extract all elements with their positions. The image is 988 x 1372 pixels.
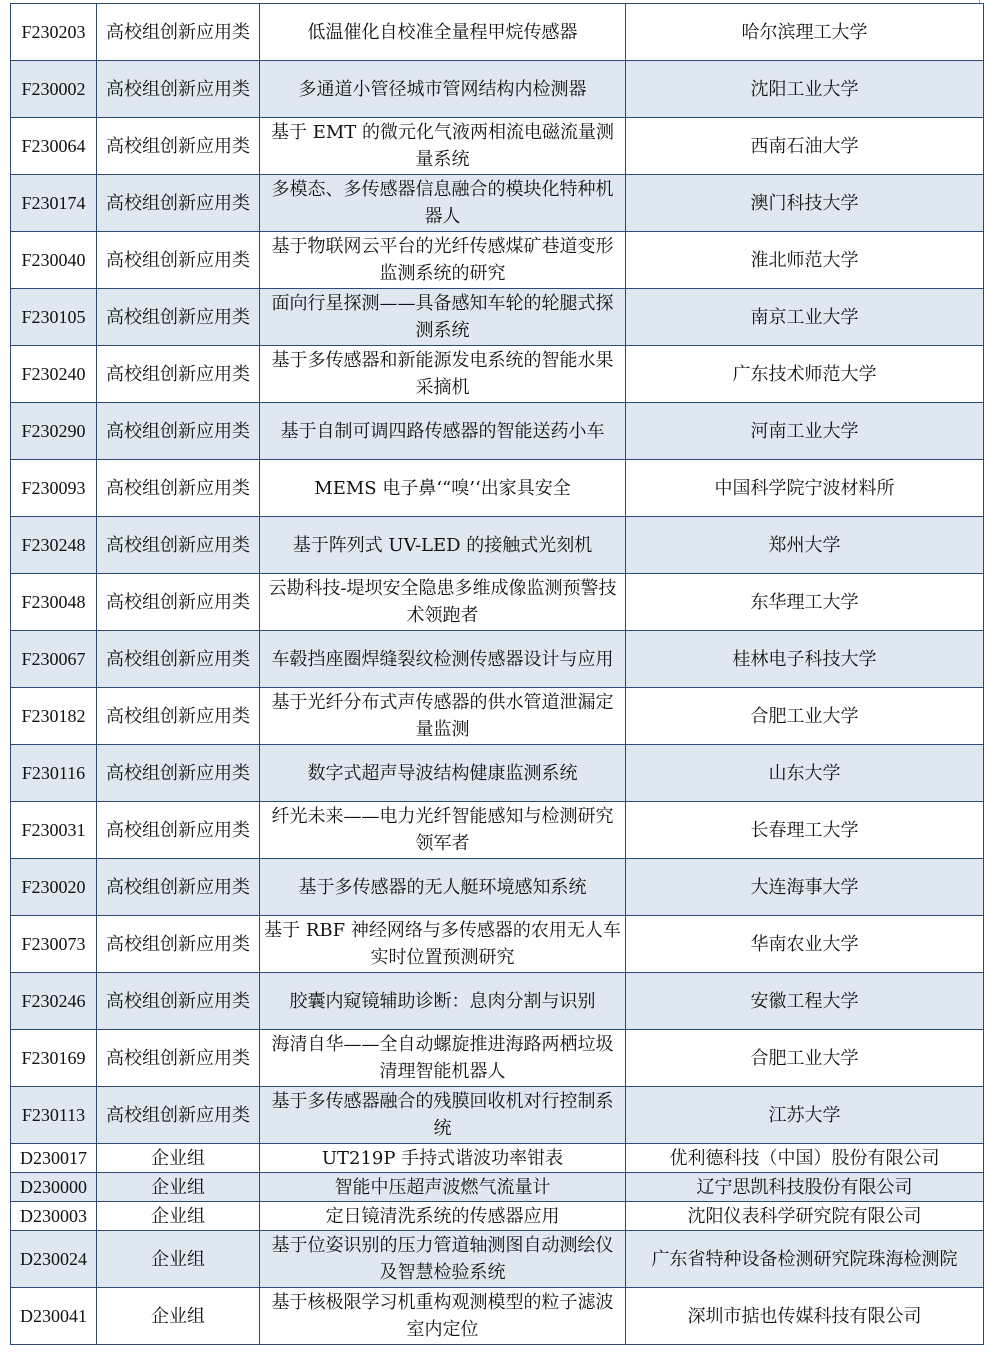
- group-cell: 企业组: [97, 1288, 260, 1345]
- project-id-cell: F230067: [11, 631, 97, 688]
- table-row: [11, 61, 984, 118]
- table-row: [11, 232, 984, 289]
- organization-cell: 大连海事大学: [626, 859, 984, 916]
- organization-cell: 郑州大学: [626, 517, 984, 574]
- organization-cell: 哈尔滨理工大学: [626, 4, 984, 61]
- project-id-cell: F230116: [11, 745, 97, 802]
- organization-cell: 桂林电子科技大学: [626, 631, 984, 688]
- group-cell: 高校组创新应用类: [97, 1087, 260, 1144]
- organization-cell: 合肥工业大学: [626, 688, 984, 745]
- group-cell: 高校组创新应用类: [97, 745, 260, 802]
- project-id-cell: D230003: [11, 1202, 97, 1231]
- table-row: [11, 1202, 984, 1231]
- project-id-cell: F230105: [11, 289, 97, 346]
- project-id-cell: F230040: [11, 232, 97, 289]
- table-row: [11, 973, 984, 1030]
- project-title-cell: 基于物联网云平台的光纤传感煤矿巷道变形监测系统的研究: [260, 232, 626, 289]
- project-title-cell: 纤光未来——电力光纤智能感知与检测研究领军者: [260, 802, 626, 859]
- project-title-cell: 基于核极限学习机重构观测模型的粒子滤波室内定位: [260, 1288, 626, 1345]
- group-cell: 高校组创新应用类: [97, 574, 260, 631]
- table-row: [11, 802, 984, 859]
- organization-cell: 华南农业大学: [626, 916, 984, 973]
- project-id-cell: D230024: [11, 1231, 97, 1288]
- project-title-cell: 基于光纤分布式声传感器的供水管道泄漏定量监测: [260, 688, 626, 745]
- project-title-cell: 胶囊内窥镜辅助诊断：息肉分割与识别: [260, 973, 626, 1030]
- project-id-cell: F230048: [11, 574, 97, 631]
- organization-cell: 优利德科技（中国）股份有限公司: [626, 1144, 984, 1173]
- organization-cell: 安徽工程大学: [626, 973, 984, 1030]
- table-row: [11, 574, 984, 631]
- table-row: [11, 1144, 984, 1173]
- project-id-cell: F230064: [11, 118, 97, 175]
- organization-cell: 辽宁思凯科技股份有限公司: [626, 1173, 984, 1202]
- group-cell: 高校组创新应用类: [97, 802, 260, 859]
- project-list-table: [10, 3, 984, 1345]
- project-title-cell: 低温催化自校准全量程甲烷传感器: [260, 4, 626, 61]
- group-cell: 企业组: [97, 1173, 260, 1202]
- table-row: [11, 745, 984, 802]
- project-id-cell: F230113: [11, 1087, 97, 1144]
- project-title-cell: 定日镜清洗系统的传感器应用: [260, 1202, 626, 1231]
- project-id-cell: F230002: [11, 61, 97, 118]
- group-cell: 高校组创新应用类: [97, 460, 260, 517]
- organization-cell: 河南工业大学: [626, 403, 984, 460]
- table-row: [11, 1231, 984, 1288]
- project-id-cell: F230174: [11, 175, 97, 232]
- table-row: [11, 631, 984, 688]
- group-cell: 企业组: [97, 1144, 260, 1173]
- project-title-cell: 云勘科技-堤坝安全隐患多维成像监测预警技术领跑者: [260, 574, 626, 631]
- table-row: [11, 517, 984, 574]
- project-id-cell: F230169: [11, 1030, 97, 1087]
- group-cell: 高校组创新应用类: [97, 973, 260, 1030]
- project-title-cell: 智能中压超声波燃气流量计: [260, 1173, 626, 1202]
- group-cell: 高校组创新应用类: [97, 346, 260, 403]
- project-id-cell: D230017: [11, 1144, 97, 1173]
- project-id-cell: D230000: [11, 1173, 97, 1202]
- organization-cell: 深圳市掂也传媒科技有限公司: [626, 1288, 984, 1345]
- project-title-cell: 基于阵列式 UV-LED 的接触式光刻机: [260, 517, 626, 574]
- project-id-cell: F230073: [11, 916, 97, 973]
- table-row: [11, 1173, 984, 1202]
- project-title-cell: 基于多传感器和新能源发电系统的智能水果采摘机: [260, 346, 626, 403]
- project-title-cell: 基于多传感器融合的残膜回收机对行控制系统: [260, 1087, 626, 1144]
- table-row: [11, 1030, 984, 1087]
- project-id-cell: F230031: [11, 802, 97, 859]
- table-row: [11, 4, 984, 61]
- project-title-cell: 基于 RBF 神经网络与多传感器的农用无人车实时位置预测研究: [260, 916, 626, 973]
- group-cell: 高校组创新应用类: [97, 118, 260, 175]
- group-cell: 高校组创新应用类: [97, 61, 260, 118]
- project-id-cell: F230246: [11, 973, 97, 1030]
- project-title-cell: UT219P 手持式谐波功率钳表: [260, 1144, 626, 1173]
- table-row: [11, 859, 984, 916]
- table-body: [11, 4, 984, 1345]
- project-title-cell: 数字式超声导波结构健康监测系统: [260, 745, 626, 802]
- project-title-cell: 面向行星探测——具备感知车轮的轮腿式探测系统: [260, 289, 626, 346]
- table-row: [11, 118, 984, 175]
- project-id-cell: F230203: [11, 4, 97, 61]
- organization-cell: 中国科学院宁波材料所: [626, 460, 984, 517]
- organization-cell: 广东省特种设备检测研究院珠海检测院: [626, 1231, 984, 1288]
- table-row: [11, 916, 984, 973]
- table-row: [11, 175, 984, 232]
- project-title-cell: 基于 EMT 的微元化气液两相流电磁流量测量系统: [260, 118, 626, 175]
- group-cell: 高校组创新应用类: [97, 289, 260, 346]
- table-row: [11, 688, 984, 745]
- project-id-cell: F230182: [11, 688, 97, 745]
- organization-cell: 广东技术师范大学: [626, 346, 984, 403]
- organization-cell: 长春理工大学: [626, 802, 984, 859]
- project-title-cell: 基于位姿识别的压力管道轴测图自动测绘仪及智慧检验系统: [260, 1231, 626, 1288]
- group-cell: 高校组创新应用类: [97, 4, 260, 61]
- organization-cell: 合肥工业大学: [626, 1030, 984, 1087]
- group-cell: 高校组创新应用类: [97, 175, 260, 232]
- group-cell: 高校组创新应用类: [97, 688, 260, 745]
- project-id-cell: F230248: [11, 517, 97, 574]
- table-row: [11, 1288, 984, 1345]
- project-title-cell: 基于多传感器的无人艇环境感知系统: [260, 859, 626, 916]
- project-title-cell: 车毂挡座圈焊缝裂纹检测传感器设计与应用: [260, 631, 626, 688]
- organization-cell: 沈阳仪表科学研究院有限公司: [626, 1202, 984, 1231]
- project-title-cell: 海清自华——全自动螺旋推进海路两栖垃圾清理智能机器人: [260, 1030, 626, 1087]
- group-cell: 高校组创新应用类: [97, 859, 260, 916]
- organization-cell: 山东大学: [626, 745, 984, 802]
- group-cell: 高校组创新应用类: [97, 517, 260, 574]
- group-cell: 高校组创新应用类: [97, 1030, 260, 1087]
- group-cell: 高校组创新应用类: [97, 631, 260, 688]
- table-row: [11, 460, 984, 517]
- group-cell: 企业组: [97, 1231, 260, 1288]
- project-title-cell: MEMS 电子鼻‘“嗅’‘出家具安全: [260, 460, 626, 517]
- organization-cell: 沈阳工业大学: [626, 61, 984, 118]
- table-row: [11, 289, 984, 346]
- table-row: [11, 403, 984, 460]
- group-cell: 高校组创新应用类: [97, 916, 260, 973]
- group-cell: 高校组创新应用类: [97, 403, 260, 460]
- organization-cell: 南京工业大学: [626, 289, 984, 346]
- project-title-cell: 基于自制可调四路传感器的智能送药小车: [260, 403, 626, 460]
- organization-cell: 江苏大学: [626, 1087, 984, 1144]
- project-id-cell: F230290: [11, 403, 97, 460]
- project-id-cell: F230020: [11, 859, 97, 916]
- group-cell: 高校组创新应用类: [97, 232, 260, 289]
- organization-cell: 淮北师范大学: [626, 232, 984, 289]
- project-title-cell: 多通道小管径城市管网结构内检测器: [260, 61, 626, 118]
- project-id-cell: D230041: [11, 1288, 97, 1345]
- organization-cell: 西南石油大学: [626, 118, 984, 175]
- group-cell: 企业组: [97, 1202, 260, 1231]
- table-row: [11, 346, 984, 403]
- project-id-cell: F230240: [11, 346, 97, 403]
- project-title-cell: 多模态、多传感器信息融合的模块化特种机器人: [260, 175, 626, 232]
- project-id-cell: F230093: [11, 460, 97, 517]
- table-row: [11, 1087, 984, 1144]
- organization-cell: 东华理工大学: [626, 574, 984, 631]
- organization-cell: 澳门科技大学: [626, 175, 984, 232]
